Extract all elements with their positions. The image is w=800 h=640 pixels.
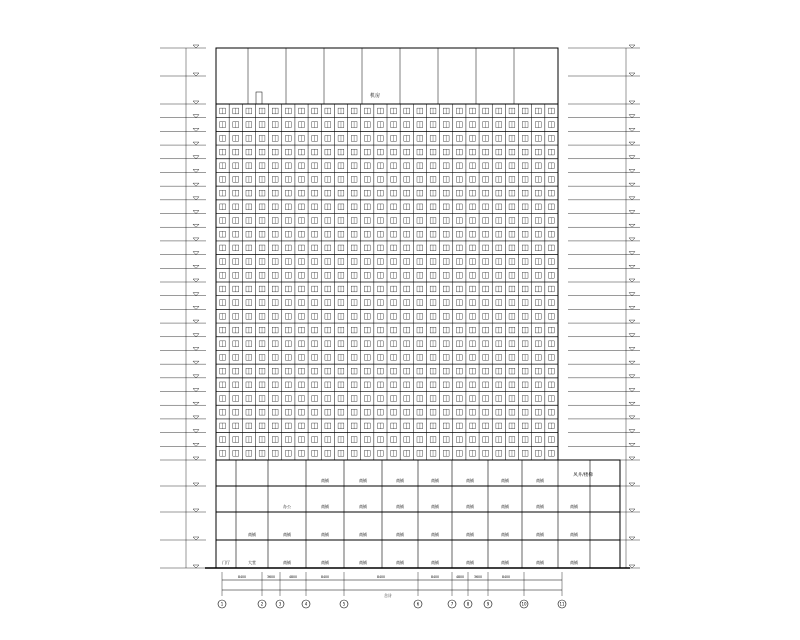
level-marker	[193, 73, 199, 76]
room-label: 商铺	[321, 560, 329, 565]
level-marks-left	[160, 45, 206, 568]
roof-grid	[216, 48, 558, 104]
level-marker	[193, 265, 199, 268]
axis-label: 11	[559, 601, 565, 607]
axis-label: 3	[278, 601, 282, 607]
podium-grid	[216, 460, 620, 568]
room-label: 商铺	[321, 504, 329, 509]
room-label: 办公	[283, 504, 291, 509]
level-marker	[193, 306, 199, 309]
level-marker	[193, 101, 199, 104]
level-marker	[193, 211, 199, 214]
room-label: 商铺	[359, 560, 367, 565]
level-marker	[193, 224, 199, 227]
bay-dimension: 8400	[376, 575, 386, 579]
level-marker	[193, 509, 199, 512]
level-marker	[193, 115, 199, 118]
bay-dimension: 3600	[266, 575, 276, 579]
level-marker	[629, 347, 635, 350]
level-marker	[629, 224, 635, 227]
room-label: 商铺	[431, 532, 439, 537]
room-label: 商铺	[396, 532, 404, 537]
level-marker	[629, 45, 635, 48]
level-marker	[193, 45, 199, 48]
level-marker	[193, 416, 199, 419]
level-marker	[193, 443, 199, 446]
level-marker	[629, 443, 635, 446]
axis-label: 7	[450, 601, 454, 607]
level-marker	[629, 115, 635, 118]
level-marker	[629, 375, 635, 378]
level-marker	[193, 361, 199, 364]
room-label: 商铺	[396, 504, 404, 509]
room-label: 商铺	[536, 560, 544, 565]
room-label: 商铺	[359, 532, 367, 537]
axis-label: 5	[342, 601, 346, 607]
level-marker	[629, 416, 635, 419]
level-marker	[629, 183, 635, 186]
axis-label: 1	[220, 601, 224, 607]
bay-dimension: 8400	[501, 575, 511, 579]
axis-label: 10	[521, 601, 527, 607]
level-marker	[193, 128, 199, 131]
level-marker	[193, 389, 199, 392]
axis-label: 6	[416, 601, 420, 607]
roof-door	[256, 92, 262, 104]
room-label: 商铺	[431, 478, 439, 483]
level-marker	[629, 238, 635, 241]
level-marker	[629, 279, 635, 282]
level-marker	[629, 211, 635, 214]
bay-dimension: 4800	[455, 575, 465, 579]
axis-label: 9	[486, 601, 490, 607]
axis-label: 4	[304, 601, 308, 607]
level-marker	[629, 293, 635, 296]
room-label: 商铺	[321, 478, 329, 483]
room-label: 商铺	[536, 532, 544, 537]
level-marker	[629, 457, 635, 460]
room-label: 商铺	[570, 560, 578, 565]
room-label: 门厅	[222, 560, 230, 565]
level-marker	[193, 279, 199, 282]
level-marker	[629, 306, 635, 309]
level-marker	[629, 252, 635, 255]
room-label: 商铺	[321, 532, 329, 537]
room-label: 商铺	[501, 532, 509, 537]
level-marker	[629, 537, 635, 540]
level-marker	[193, 169, 199, 172]
room-label: 商铺	[283, 560, 291, 565]
room-label: 商铺	[431, 504, 439, 509]
bay-dimension: 4800	[288, 575, 298, 579]
level-marker	[193, 197, 199, 200]
level-marker	[629, 402, 635, 405]
level-marker	[629, 128, 635, 131]
level-marker	[629, 73, 635, 76]
room-label: 大堂	[248, 560, 256, 565]
level-marker	[629, 430, 635, 433]
level-marker	[629, 265, 635, 268]
room-label: 商铺	[466, 532, 474, 537]
level-marker	[629, 142, 635, 145]
level-marker	[629, 509, 635, 512]
level-marker	[193, 347, 199, 350]
level-marker	[193, 537, 199, 540]
level-marker	[629, 389, 635, 392]
level-marker	[193, 334, 199, 337]
level-marker	[193, 293, 199, 296]
roof-machine-room	[216, 48, 558, 104]
room-label: 商铺	[248, 532, 256, 537]
room-label: 商铺	[396, 560, 404, 565]
total-dimension-label: 合计	[384, 593, 392, 598]
level-marker	[629, 169, 635, 172]
room-label: 商铺	[501, 504, 509, 509]
level-marker	[629, 361, 635, 364]
level-marker	[193, 252, 199, 255]
room-label: 商铺	[501, 560, 509, 565]
axis-row	[218, 572, 566, 608]
level-marker	[629, 483, 635, 486]
room-label: 商铺	[536, 478, 544, 483]
level-marker	[193, 238, 199, 241]
level-marker	[193, 483, 199, 486]
level-marks-right	[568, 45, 640, 568]
roof-note: 机房	[369, 93, 381, 99]
room-label: 商铺	[536, 504, 544, 509]
tower-grid	[216, 104, 558, 460]
level-marker	[629, 320, 635, 323]
bay-dimension: 8400	[237, 575, 247, 579]
bay-dimension: 3600	[473, 575, 483, 579]
level-marker	[193, 565, 199, 568]
room-label: 商铺	[359, 504, 367, 509]
level-marker	[629, 101, 635, 104]
level-marker	[629, 197, 635, 200]
room-label: 商铺	[396, 478, 404, 483]
room-label: 商铺	[283, 532, 291, 537]
bay-dimension: 8400	[430, 575, 440, 579]
room-label: 商铺	[359, 478, 367, 483]
level-marker	[193, 156, 199, 159]
level-marker	[193, 142, 199, 145]
level-marker	[193, 430, 199, 433]
bay-dimension: 8400	[320, 575, 330, 579]
room-label: 商铺	[466, 478, 474, 483]
level-marker	[193, 402, 199, 405]
axis-label: 8	[466, 601, 470, 607]
level-marker	[193, 183, 199, 186]
level-marker	[193, 457, 199, 460]
room-label: 商铺	[431, 560, 439, 565]
right-podium-note: 风井/楼梯	[573, 473, 593, 478]
axis-label: 2	[260, 601, 264, 607]
room-label: 商铺	[466, 560, 474, 565]
room-label: 商铺	[466, 504, 474, 509]
room-label: 商铺	[501, 478, 509, 483]
level-marker	[193, 375, 199, 378]
level-marker	[629, 156, 635, 159]
level-marker	[629, 334, 635, 337]
level-marker	[193, 320, 199, 323]
room-label: 商铺	[570, 504, 578, 509]
room-label: 商铺	[570, 532, 578, 537]
